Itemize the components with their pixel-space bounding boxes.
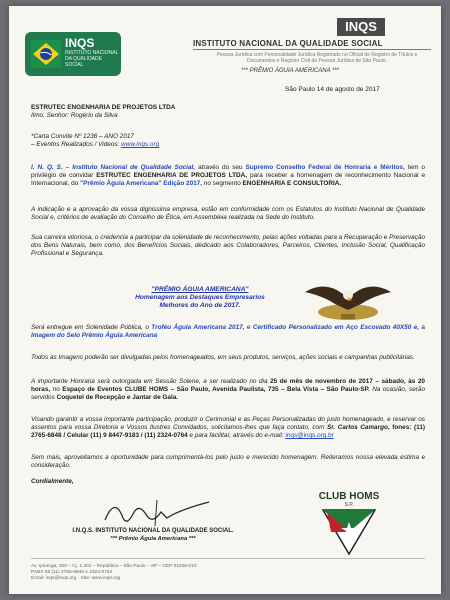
paragraph-closing: Sem mais, aproveitamos a oportunidade para cumprimentá-los pelo justo e merecido homenagem. Reiteramos nossa elevada estima e consideração.	[31, 454, 425, 470]
p1-text-4: no segmento	[203, 180, 241, 188]
institute-ref: I. N. Q. S. – Instituto Nacional de Qualidade Social,	[31, 164, 196, 171]
inqs-wordmark: INQS	[337, 18, 385, 36]
p1-text-3: para receber a homenagem de reconhecimento Nacional e Internacional, do	[31, 172, 426, 188]
institute-registration-note: Pessoa Jurídica com Personalidade Jurídica Registrado no Oficial de Registro de Títulos e Documentos e Registro Civil de Pessoa Jurídica de São Paulo.	[216, 52, 418, 64]
carta-convite: *Carta Convite Nº 1236 – ANO 2017	[31, 133, 134, 140]
council-ref: Supremo Conselho Federal de Honraria e Méritos,	[245, 164, 405, 171]
club-homs-logo	[307, 488, 391, 560]
inqs-logo	[25, 32, 121, 76]
paragraph-invitation	[31, 164, 425, 189]
award-year: Melhores do Ano de 2017.	[159, 302, 241, 310]
dinner-ref: Coquetel de Recepção e Jantar de Gala.	[56, 394, 179, 402]
logo-brand-text: INQS	[65, 36, 95, 50]
p6-text-3: Na ocasião, serão servidos	[31, 386, 426, 402]
footer-line-2: PABX 55 (11) 2765-6848 e 2324-0764	[31, 570, 113, 575]
footer-line-1: Av. Ipiranga, 200 – Cj. 1.302 – República – São Paulo – SP – CEP 01046-010	[31, 564, 197, 569]
club-name: CLUB HOMS	[318, 491, 380, 502]
award-title-block	[131, 286, 269, 311]
award-edition: "Prêmio Águia Americana" Edição 2017,	[80, 180, 203, 188]
p7-text-2: e para facilitar, através do e-mail:	[189, 432, 284, 440]
certificate-ref: Certificado Personalizado em Aço Escovado 40X50 e,	[252, 324, 420, 331]
contact-name: Sr. Carlos Camargo	[327, 424, 388, 432]
p7-text: Visando garantir a vossa importante participação, produzir o Cerimonial e as Peças Personalizadas do justo homenageado, e reservar os assentos para vossa Diretoria e Vossos Ilustres Convidados, solicitamos-lhes que faça contato, com	[31, 416, 425, 432]
reference-block	[31, 133, 425, 149]
contact-phones: , fones: (11) 2765-6848 / Celular (11) 9 8447-9183 / (11) 2324-0764	[31, 424, 425, 440]
contact-email-link[interactable]: inqs@inqs.org.br	[285, 432, 334, 440]
recipient-company: ESTRUTEC ENGENHARIA DE PROJETOS LTDA	[31, 104, 176, 111]
signature-block	[53, 527, 253, 543]
award-tagline: *** PRÊMIO ÁGUIA AMERICANA ***	[241, 68, 340, 74]
paragraph-career: Sua carreira vitoriosa, o credencia a participar da solenidade de reconhecimento, pelas ações voltadas para a Recuperação e Preservação dos Bens Naturais, bem como, dos Benefícios Sociais, dedicado aos Colaboradores, Parceiros, Clientes, Inclusão Social, Qualificação Profissional e Segurança.	[31, 234, 425, 258]
p1-text-2: tem o privilégio de convidar	[31, 164, 425, 180]
company-ref: ESTRUTEC ENGENHARIA DE PROJETOS LTDA,	[96, 172, 248, 180]
p4-text-3: a	[421, 324, 425, 331]
ceremony-date: 25 de mês de novembro de 2017 – sábado, às 20 horas,	[31, 378, 425, 394]
award-title: "PRÊMIO ÁGUIA AMERICANA"	[151, 286, 249, 293]
seal-ref: Imagem do Selo Prêmio Águia Americana	[31, 332, 158, 340]
footer-line-3: Email: inqs@inqs.org · Site: www.inqs.org	[31, 576, 121, 581]
p1-text: através do seu	[198, 164, 243, 171]
footer-address	[31, 564, 425, 582]
letter-date: São Paulo 14 de agosto de 2017	[285, 86, 380, 93]
p6-text: A importante Honraria será outorgada em Sessão Solene, a ser realizado no dia	[31, 378, 268, 385]
header-divider	[193, 49, 431, 50]
institute-name: INSTITUTO NACIONAL DA QUALIDADE SOCIAL	[193, 39, 383, 48]
brazil-flag-icon	[31, 40, 61, 68]
logo-subtitle: INSTITUTO NACIONAL DA QUALIDADE SOCIAL	[65, 50, 119, 68]
handwritten-signature-icon	[97, 492, 217, 532]
venue-address: Espaço de Eventos CLUBE HOMS – São Paulo, Avenida Paulista, 735 – Bela Vista – São Paulo-SP.	[62, 386, 370, 394]
website-link[interactable]: www.inqs.org	[121, 141, 160, 149]
trophy-ref: Troféu Águia Americana 2017,	[151, 324, 245, 331]
p6-text-2: no	[52, 386, 60, 394]
signature-org: I.N.Q.S. INSTITUTO NACIONAL DA QUALIDADE SOCIAL.	[72, 528, 234, 534]
recipient-block	[31, 104, 425, 120]
signature-award: *** Prêmio Águia Americana ***	[110, 536, 196, 543]
closing-cordialmente: Cordialmente,	[31, 478, 74, 485]
footer-divider	[31, 558, 425, 559]
recipient-salutation: Ilmo. Senhor: Rogério da Silva	[31, 112, 118, 120]
segment: ENGENHARIA E CONSULTORIA.	[242, 180, 342, 188]
eagle-emblem-icon	[303, 278, 393, 322]
letter-page	[9, 6, 441, 594]
p4-text-2: e	[246, 324, 251, 331]
paragraph-images: Todos as Imagens poderão ser divulgadas pelos homenageados, em seus produtos, serviços, ações sociais e campanhas publicitárias.	[31, 354, 415, 361]
award-subtitle: Homenagem aos Destaques Empresarios	[135, 294, 265, 302]
p4-text: Será entregue em Solenidade Pública, o	[31, 324, 149, 331]
paragraph-approval: A indicação e a aprovação da vossa dignissima empresa, estão em conformidade com os Estatutos do Instituto Nacional de Qualidade Social e, critérios de avaliação do Conselho de Ética, em Assembleia realizada na Sede do Instituto.	[31, 206, 425, 222]
club-sub: S.P.	[344, 502, 354, 508]
paragraph-contact	[31, 416, 425, 441]
paragraph-ceremony	[31, 378, 425, 403]
eventos-label: – Eventos Realizados / Videos:	[31, 141, 120, 149]
paragraph-trophy	[31, 324, 425, 340]
